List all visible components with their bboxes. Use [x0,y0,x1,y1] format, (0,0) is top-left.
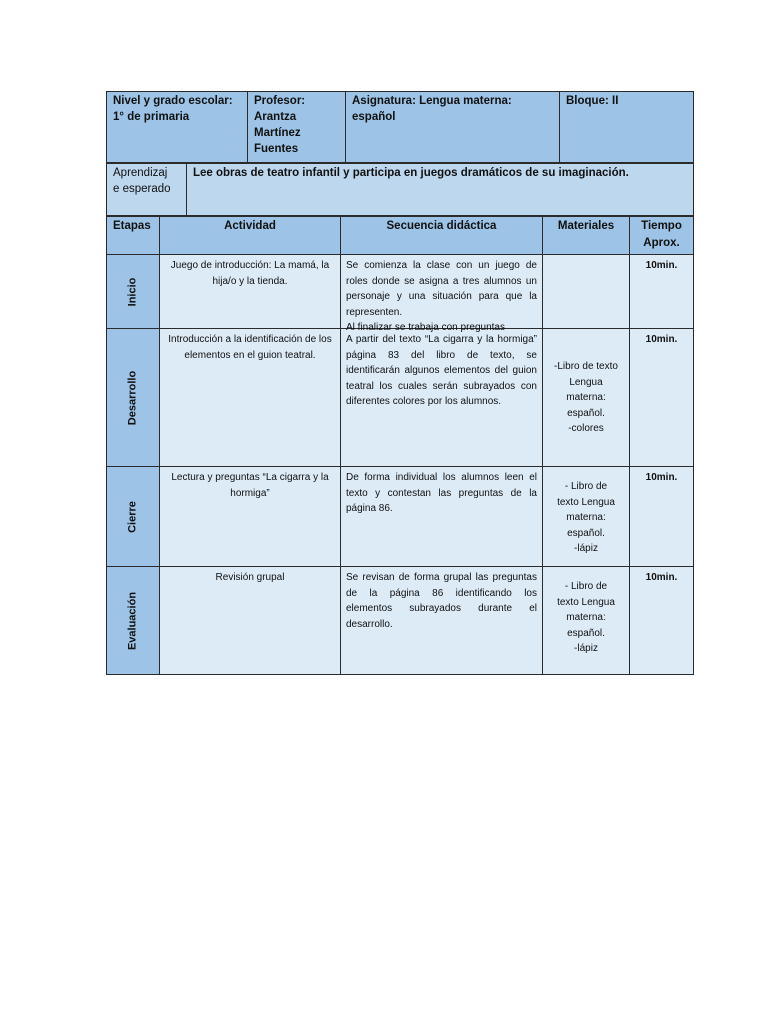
materiales-text: -Libro de texto Lengua materna: español. -colores [554,361,618,434]
secuencia-text: Se comienza la clase con un juego de roles donde se asigna a tres alumnos un personaje y una situación para que la representen. Al finalizar se trabaja con preguntas [346,260,537,333]
materiales-cell: - Libro de texto Lengua materna: español. -lápiz [543,567,630,675]
table-row [107,255,694,329]
asignatura-cell: Asignatura: Lengua materna: español [346,92,560,163]
col-header-etapas: Etapas [107,217,160,255]
table-row [107,329,694,467]
materiales-cell [543,255,630,329]
lesson-plan [106,91,693,675]
secuencia-cell: A partir del texto “La cigarra y la hormiga” página 83 del libro de texto, se identificarán algunos elementos del guion teatral los cuales serán subrayados con diferentes colores por los alumnos. [341,329,543,467]
table-header-row [107,217,694,255]
stage-cell [107,567,160,675]
stage-label: Cierre [126,500,139,533]
col-header-tiempo: Tiempo Aprox. [630,217,694,255]
materiales-cell: - Libro de texto Lengua materna: español. -lápiz [543,467,630,567]
col-header-actividad: Actividad [160,217,341,255]
actividad-cell: Revisión grupal [160,567,341,675]
stage-cell [107,329,160,467]
table-row [107,567,694,675]
col-header-materiales: Materiales [543,217,630,255]
col-header-secuencia: Secuencia didáctica [341,217,543,255]
actividad-cell: Juego de introducción: La mamá, la hija/o y la tienda. [160,255,341,329]
aprendizaje-label: Aprendizaj e esperado [107,164,187,216]
activities-table [106,216,694,675]
tiempo-cell: 10min. [630,567,694,675]
secuencia-cell: De forma individual los alumnos leen el texto y contestan las preguntas de la página 86. [341,467,543,567]
stage-cell [107,467,160,567]
header-table [106,91,694,163]
secuencia-cell [341,255,543,333]
stage-label: Desarrollo [126,370,139,425]
table-row [107,467,694,567]
profesor-cell: Profesor: Arantza Martínez Fuentes [248,92,346,163]
stage-label: Inicio [126,277,139,306]
stage-label: Evaluación [126,591,139,650]
aprendizaje-table [106,163,694,216]
materiales-cell [543,329,630,467]
nivel-cell: Nivel y grado escolar: 1° de primaria [107,92,248,163]
tiempo-cell: 10min. [630,329,694,467]
bloque-cell: Bloque: II [560,92,694,163]
actividad-cell: Lectura y preguntas “La cigarra y la hormiga” [160,467,341,567]
secuencia-cell: Se revisan de forma grupal las preguntas de la página 86 identificando los elementos subrayados durante el desarrollo. [341,567,543,675]
stage-cell [107,255,160,329]
tiempo-cell: 10min. [630,467,694,567]
tiempo-cell: 10min. [630,255,694,329]
aprendizaje-text: Lee obras de teatro infantil y participa en juegos dramáticos de su imaginación. [187,164,694,216]
actividad-cell: Introducción a la identificación de los elementos en el guion teatral. [160,329,341,467]
